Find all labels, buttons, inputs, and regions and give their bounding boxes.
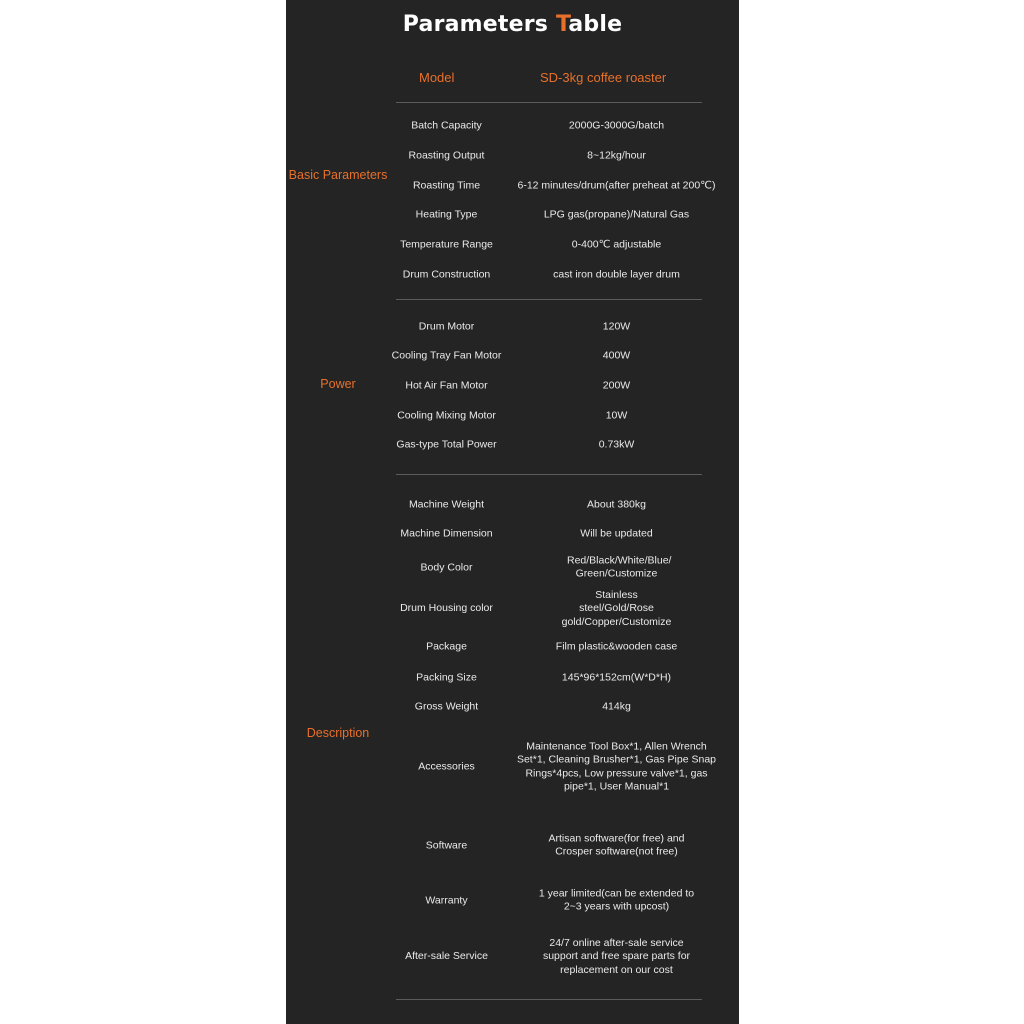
row-label: Drum Motor (418, 320, 475, 333)
row-label: Hot Air Fan Motor (405, 379, 488, 392)
row-value: 8~12kg/hour (587, 149, 646, 162)
table-row (386, 888, 726, 915)
section-description: Description (306, 726, 370, 740)
row-value: 1 year limited(can be extended to 2~3 years with upcost) (538, 887, 695, 913)
row-value: Will be updated (580, 527, 653, 540)
row-value: LPG gas(propane)/Natural Gas (543, 208, 690, 221)
table-row (386, 700, 726, 713)
row-label: Roasting Output (408, 149, 485, 162)
table-row (386, 937, 726, 977)
row-label: Roasting Time (412, 179, 481, 192)
page-title (286, 12, 739, 37)
row-label: Accessories (418, 760, 475, 773)
row-label: Cooling Tray Fan Motor (391, 349, 502, 362)
row-label: After-sale Service (405, 950, 488, 963)
table-row (386, 179, 726, 192)
table-row (386, 409, 726, 422)
row-label: Machine Weight (408, 498, 485, 511)
row-value: About 380kg (587, 498, 646, 511)
row-label: Gas-type Total Power (396, 438, 497, 451)
row-label: Packing Size (416, 671, 477, 684)
row-label: Software (425, 839, 468, 852)
row-value: Red/Black/White/Blue/ Green/Customize (567, 554, 672, 580)
table-row (386, 349, 726, 362)
parameters-panel (286, 0, 739, 1024)
table-row (386, 833, 726, 860)
row-value: 200W (602, 379, 631, 392)
row-label: Warranty (425, 894, 468, 907)
table-row (386, 589, 726, 629)
row-value: cast iron double layer drum (553, 268, 680, 281)
row-label: Drum Construction (402, 268, 491, 281)
row-value: 120W (602, 320, 631, 333)
row-label: Temperature Range (400, 238, 493, 251)
row-label: Drum Housing color (400, 602, 493, 615)
title-part-2: able (568, 12, 623, 37)
row-value: 10W (605, 409, 628, 422)
row-value: Maintenance Tool Box*1, Allen Wrench Set*1, Cleaning Brusher*1, Gas Pipe Snap Rings*4pcs, Low pressure valve*1, gas pipe*1, User Manual*1 (516, 740, 717, 793)
table-row (386, 438, 726, 451)
row-label: Batch Capacity (411, 119, 482, 132)
table-row (386, 640, 726, 653)
table-row (386, 268, 726, 281)
table-row (386, 149, 726, 162)
row-value: 2000G-3000G/batch (568, 119, 665, 132)
row-label: Gross Weight (414, 700, 479, 713)
table-row (386, 555, 726, 582)
row-label: Heating Type (415, 208, 478, 221)
divider (396, 474, 702, 475)
table-row (386, 208, 726, 221)
row-value: Film plastic&wooden case (555, 640, 678, 653)
row-value: Stainless steel/Gold/Rose gold/Copper/Customize (561, 589, 672, 628)
row-value: 24/7 online after-sale service support and free spare parts for replacement on our cost (542, 937, 691, 976)
table-row (386, 379, 726, 392)
title-accent-letter: T (555, 12, 569, 37)
table-row (386, 671, 726, 684)
title-part-1: Parameters (402, 12, 556, 37)
table-row (386, 238, 726, 251)
row-label: Body Color (420, 561, 473, 574)
row-label: Package (426, 640, 467, 653)
model-header-label: Model (419, 70, 455, 85)
divider (396, 102, 702, 103)
section-basic-parameters: Basic Parameters (288, 168, 388, 182)
table-row (386, 498, 726, 511)
table-row (386, 527, 726, 540)
row-value: 6-12 minutes/drum(after preheat at 200℃) (517, 179, 716, 192)
row-value: 400W (602, 349, 631, 362)
row-value: Artisan software(for free) and Crosper software(not free) (548, 832, 685, 858)
divider (396, 299, 702, 300)
table-row (386, 119, 726, 132)
table-row (386, 320, 726, 333)
divider (396, 999, 702, 1000)
row-label: Cooling Mixing Motor (397, 409, 496, 422)
row-value: 0.73kW (598, 438, 635, 451)
row-value: 0-400℃ adjustable (571, 238, 662, 251)
row-value: 145*96*152cm(W*D*H) (561, 671, 672, 684)
model-header-value: SD-3kg coffee roaster (540, 70, 667, 85)
row-value: 414kg (602, 700, 631, 713)
table-row (386, 740, 726, 793)
section-power: Power (320, 377, 356, 391)
row-label: Machine Dimension (400, 527, 493, 540)
